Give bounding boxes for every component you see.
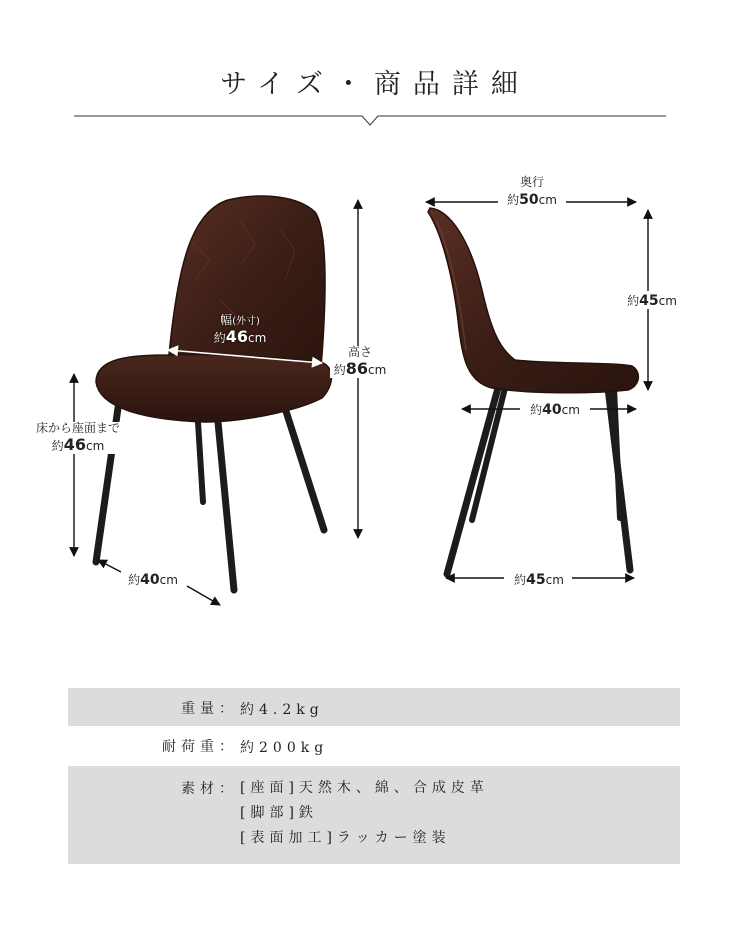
title-divider bbox=[74, 108, 666, 130]
leg-depth-dimension-label: 約45cm bbox=[514, 572, 564, 588]
spec-row-weight bbox=[68, 688, 680, 726]
spec-value: 約200kg bbox=[240, 740, 329, 756]
spec-key: 耐荷重： bbox=[162, 739, 238, 755]
height-dimension-label: 高さ 約86cm bbox=[330, 346, 390, 378]
spec-table bbox=[68, 688, 680, 864]
chair-front-image bbox=[96, 196, 332, 590]
back-height-dimension-label: 約45cm bbox=[620, 291, 684, 309]
spec-key: 素材： bbox=[181, 781, 238, 797]
chair-side-image bbox=[428, 208, 638, 574]
dimension-diagram bbox=[0, 150, 750, 630]
depth-dimension-label: 奥行 約50cm bbox=[498, 176, 566, 208]
seat-depth-dimension-label: 約40cm bbox=[530, 402, 580, 418]
width-dimension-label: 幅(外寸) 約46cm bbox=[213, 313, 267, 347]
front-depth-dimension-label: 約40cm bbox=[128, 572, 178, 588]
spec-row-material bbox=[68, 766, 680, 864]
spec-value: [座面]天然木、綿、合成皮革 [脚部]鉄 [表面加工]ラッカー塗装 bbox=[240, 780, 489, 846]
spec-value: 約4.2kg bbox=[240, 702, 324, 718]
page-title: サイズ・商品詳細 bbox=[220, 69, 530, 100]
seat-height-dimension-label: 床から座面まで 約46cm bbox=[24, 422, 132, 454]
spec-key: 重量： bbox=[181, 701, 238, 717]
spec-row-load bbox=[68, 726, 680, 766]
